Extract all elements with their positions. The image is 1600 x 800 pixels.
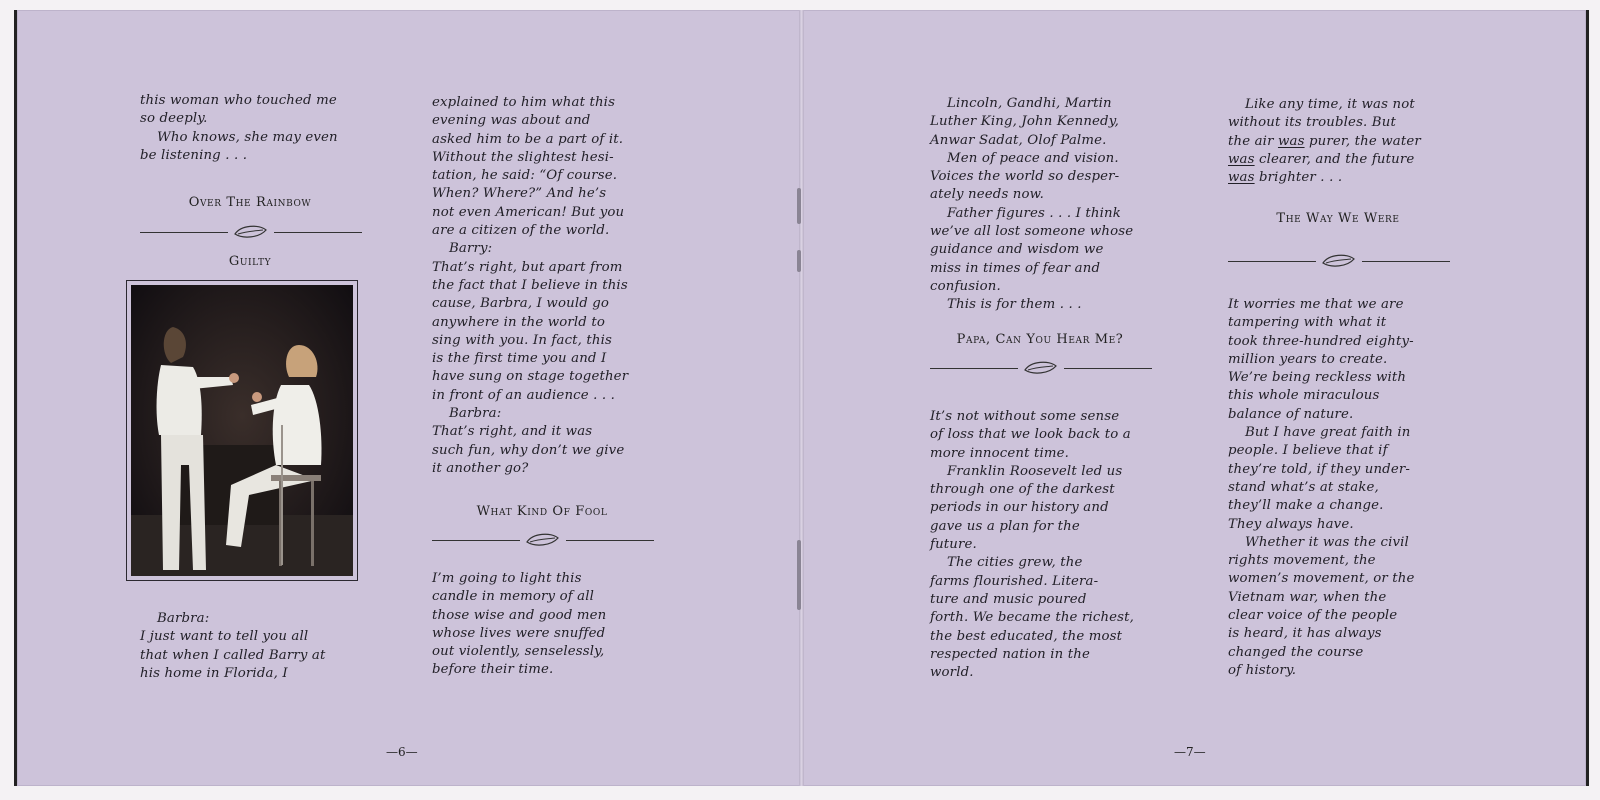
song-heading-the-way-we-were: The Way We Were [1276, 211, 1400, 226]
speaker-label: Barbra: [449, 406, 502, 422]
paragraph: Whether it was the civil rights movement, the women’s movement, or the Vietnam war, when the clear voice of the people is heard, it has always changed the course of history. [1228, 534, 1415, 678]
staple-top [797, 188, 801, 224]
left-column-1-speech [140, 610, 366, 683]
paragraph: Father figures . . . I think we’ve all lost someone whose guidance and wisdom we miss in times of fear and confusion. [930, 205, 1134, 294]
leaf-ornament-icon [233, 223, 269, 241]
paragraph: I’m going to light this candle in memory of all those wise and good men whose lives were snuffed out violently, senselessly, before their time. [432, 571, 607, 678]
paragraph: It worries me that we are tampering with what it took three-hundred eighty- million years to create. We’re being reckless with this whole miraculous balance of nature. [1228, 297, 1414, 422]
right-column-1-lower [930, 408, 1156, 682]
left-column-2-lower [432, 570, 658, 680]
paragraph: Franklin Roosevelt led us through one of the darkest periods in our history and gave us a plan for the future. [930, 463, 1123, 553]
song-heading-over-the-rainbow: Over The Rainbow [188, 195, 312, 210]
intro-paragraph: this woman who touched me so deeply. [140, 93, 337, 127]
staple-upper-mid [797, 250, 801, 272]
performers-image [131, 285, 353, 576]
concert-photo [126, 280, 358, 581]
speech-paragraph: I just want to tell you all that when I called Barry at his home in Florida, I [140, 629, 326, 681]
right-column-1 [930, 95, 1156, 315]
paragraph: Like any time, it was not without its troubles. But the air was purer, the water was clearer, and the future was brighter . . . [1228, 97, 1421, 186]
paragraph: But I have great faith in people. I believe that if they’re told, if they under- stand what’s at stake, they’ll make a change. They always have. [1228, 425, 1411, 532]
paragraph: This is for them . . . [947, 297, 1082, 313]
speaker-label: Barry: [449, 241, 493, 257]
leaf-ornament-icon [1023, 359, 1059, 377]
right-column-2-lower [1228, 296, 1454, 680]
paragraph: Men of peace and vision. Voices the world so desper- ately needs now. [930, 150, 1120, 203]
ornament-divider [140, 223, 362, 241]
intro-paragraph-2: Who knows, she may even be listening . . . [140, 129, 338, 163]
right-column-2 [1228, 96, 1454, 187]
paragraph: It’s not without some sense of loss that we look back to a more innocent time. [930, 409, 1131, 461]
song-heading-papa-can-you-hear-me: Papa, Can You Hear Me? [956, 332, 1124, 347]
leaf-ornament-icon [525, 531, 561, 549]
paragraph: explained to him what this evening was about and asked him to be a part of it. Without the slightest hesi- tation, he said: “Of course. When? Where?” And he’s not even American! But you are a citizen of the world. [432, 95, 625, 239]
song-heading-what-kind-of-fool: What Kind Of Fool [476, 504, 608, 519]
ornament-divider [432, 531, 654, 549]
speaker-label: Barbra: [157, 611, 210, 626]
ornament-divider [930, 359, 1152, 377]
leaf-ornament-icon [1321, 252, 1357, 270]
staple-bottom [797, 540, 801, 610]
page-number-left: —6— [386, 745, 418, 759]
paragraph: That’s right, and it was such fun, why don’t we give it another go? [432, 424, 625, 476]
page-number-right: —7— [1174, 745, 1206, 759]
paragraph: Lincoln, Gandhi, Martin Luther King, John Kennedy, Anwar Sadat, Olof Palme. [930, 96, 1119, 148]
left-column-2 [432, 94, 658, 478]
ornament-divider [1228, 252, 1450, 270]
right-page [803, 10, 1589, 786]
left-column-1 [140, 92, 366, 165]
song-heading-guilty: Guilty [228, 254, 272, 269]
paragraph: The cities grew, the farms flourished. Litera- ture and music poured forth. We became the richest, the best educated, the most respected nation in the world. [930, 555, 1135, 681]
paragraph: That’s right, but apart from the fact that I believe in this cause, Barbra, I would go anywhere in the world to sing with you. In fact, this is the first time you and I have sung on stage together in front of an audience . . . [432, 259, 629, 403]
booklet-spine [799, 10, 804, 786]
